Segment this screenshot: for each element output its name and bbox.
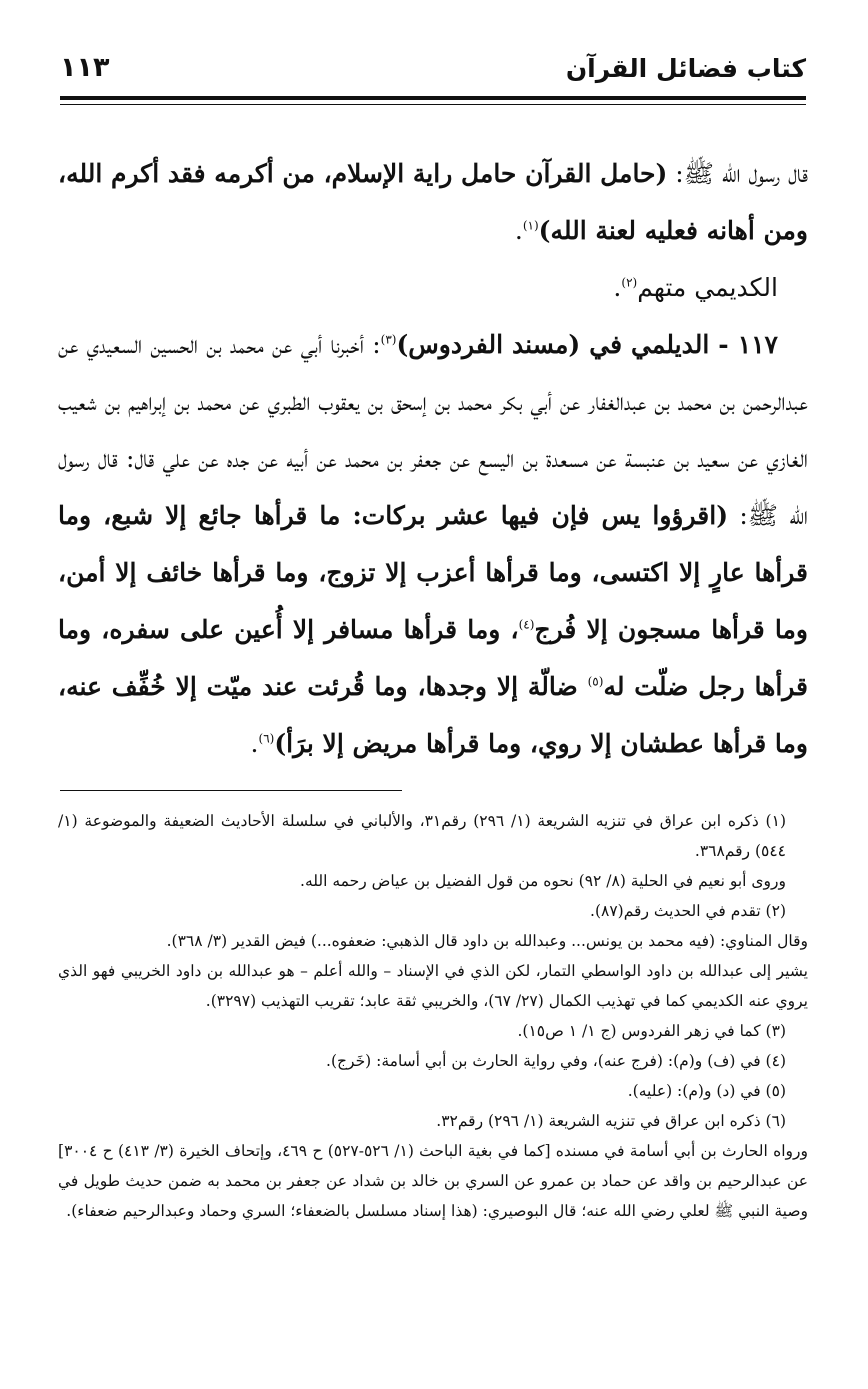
main-text — [58, 145, 808, 772]
footnote-separator — [60, 790, 402, 791]
footnote-4: (٤) في (ف) و(م): (فرج عنه)، وفي رواية الحارث بن أبي أسامة: (خَرج). — [326, 1052, 786, 1070]
header-rule-thick — [60, 96, 806, 100]
paragraph-hadith-1 — [58, 145, 808, 259]
footnotes — [58, 806, 808, 1226]
footnote-ref: (٢) — [621, 275, 638, 290]
hadith-intro: قال رسول الله ﷺ: — [667, 159, 809, 188]
book-title: كتاب فضائل القرآن — [565, 54, 806, 83]
footnote-ref: (٥) — [587, 674, 604, 689]
paragraph-note — [58, 259, 808, 316]
footnote-2-continued: وقال المناوي: (فيه محمد بن يونس... وعبدالله بن داود قال الذهبي: ضعفوه...) فيض القدير (٣/ ٣٦٨). — [166, 932, 808, 950]
hadith-text-part-1: (اقرؤوا يس فإن فيها عشر بركات: ما قرأها جائع إلا شبع، وما قرأها عارٍ إلا اكتسى، وما قرأها أعزب إلا تزوج، وما قرأها خائف إلا أمن، وما قرأها مسجون إلا فُرج — [58, 501, 808, 644]
punctuation: . — [514, 216, 523, 245]
page-number: ١١٣ — [60, 52, 110, 83]
footnote-2: (٢) تقدم في الحديث رقم(٨٧). — [590, 902, 786, 920]
hadith-text-part-3: ضالّة إلا وجدها، وما قُرئت عند ميّت إلا خُفِّف عنه، وما قرأها عطشان إلا روي، وما قرأها مريض إلا برَأ) — [58, 672, 808, 758]
footnote-6-continued: ورواه الحارث بن أبي أسامة في مسنده [كما في بغية الباحث (١/ ٥٢٦-٥٢٧) ح ٤٦٩، وإتحاف الخيرة (٣/ ٤١٣) ح ٣٠٠٤] عن عبدالرحيم بن واقد عن حماد بن عمرو عن السري بن خالد بن شداد عن جعفر بن محمد به ضمن حديث طويل في وصية النبي ﷺ لعلي رضي الله عنه؛ قال البوصيري: (هذا إسناد مسلسل بالضعفاء؛ السري وحماد وعبدالرحيم ضعفاء). — [58, 1142, 808, 1220]
note-text: الكديمي متهم — [637, 273, 778, 302]
hadith-text-part-2: ، وما قرأها مسافر إلا أُعين على سفره، وما قرأها رجل ضلّت له — [58, 615, 809, 701]
footnote-3: (٣) كما في زهر الفردوس (ج ١/ ١ ص١٥). — [517, 1022, 786, 1040]
footnote-ref: (٤) — [518, 617, 535, 632]
footnote-5: (٥) في (د) و(م): (عليه). — [627, 1082, 786, 1100]
punctuation: . — [250, 729, 259, 758]
hadith-source: ١١٧ - الديلمي في (مسند الفردوس) — [396, 330, 778, 359]
header-rule-thin — [60, 104, 806, 105]
footnote-ref: (٦) — [258, 731, 275, 746]
footnote-2-continued: يشير إلى عبدالله بن داود الواسطي التمار، لكن الذي في الإسناد – والله أعلم – هو عبدالله بن داود الخريبي فهو الذي يروي عنه الكديمي كما في تهذيب الكمال (٢٧/ ٦٧)، والخريبي ثقة عابد؛ تقريب التهذيب (٣٢٩٧). — [58, 962, 808, 1010]
isnad-text: : أخبرنا أبي عن محمد بن الحسين السعيدي عن عبدالرحمن بن محمد بن عبدالغفار عن أبي بكر محمد بن إسحق بن يعقوب الطبري عن محمد بن إبراهيم بن شعيب الغازي عن سعيد بن عنبسة عن مسعدة بن اليسع عن جعفر بن محمد عن أبيه عن جده عن علي قال: قال رسول الله ﷺ: — [58, 330, 808, 530]
footnote-1: (١) ذكره ابن عراق في تنزيه الشريعة (١/ ٢٩٦) رقم٣١، والألباني في سلسلة الأحاديث الضعيفة والموضوعة (١/ ٥٤٤) رقم٣٦٨. — [58, 812, 786, 860]
footnote-6: (٦) ذكره ابن عراق في تنزيه الشريعة (١/ ٢٩٦) رقم٣٢. — [436, 1112, 786, 1130]
page-header — [60, 48, 806, 92]
footnote-ref: (٣) — [380, 332, 397, 347]
punctuation: . — [613, 273, 622, 302]
hadith-text: (حامل القرآن حامل راية الإسلام، من أكرمه فقد أكرم الله، ومن أهانه فعليه لعنة الله) — [58, 159, 808, 245]
footnote-1-continued: وروى أبو نعيم في الحلية (٨/ ٩٢) نحوه من قول الفضيل بن عياض رحمه الله. — [300, 872, 786, 890]
paragraph-hadith-117 — [58, 316, 808, 772]
footnote-ref: (١) — [522, 218, 539, 233]
